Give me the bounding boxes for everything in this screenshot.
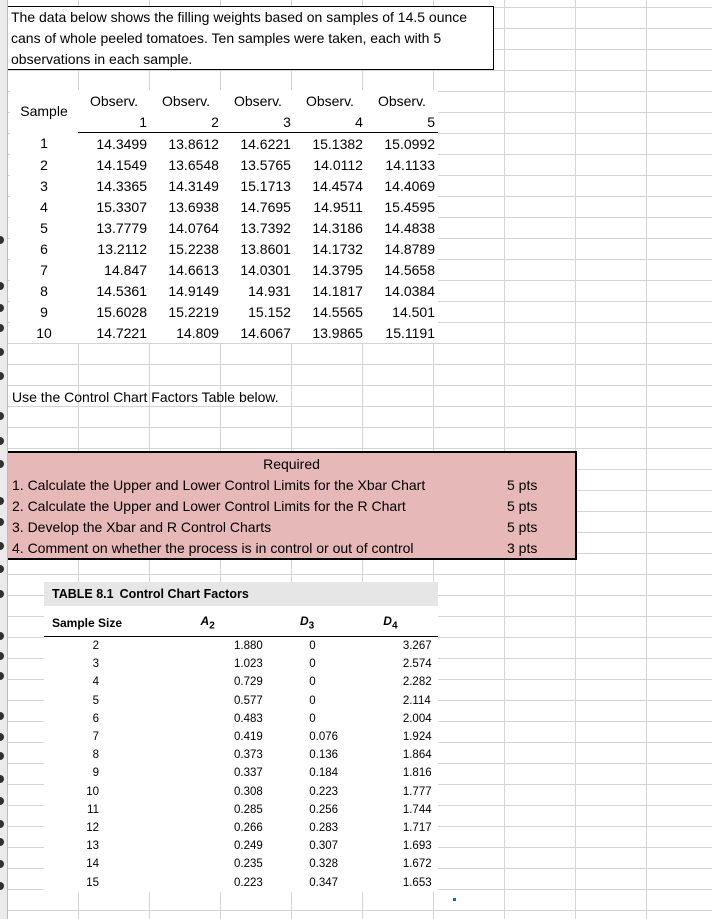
factors-caption [44,582,438,606]
required-box[interactable] [8,451,577,560]
factors-cell: 0.076 [309,731,339,744]
observation-cell[interactable]: 14.0764 [168,219,219,236]
factors-cell: 2.282 [402,676,432,689]
factors-cell: 0.256 [309,803,339,816]
required-item-3: 3. Develop the Xbar and R Control Charts [12,519,272,535]
factors-cell: 0.184 [309,767,339,780]
factors-cell: 13 [86,840,99,853]
factors-cell: 0 [309,694,316,707]
selection-marker [453,898,456,901]
observation-cell[interactable]: 15.1382 [312,135,363,152]
factors-cell: 0.373 [234,749,263,762]
observation-cell[interactable]: 14.4838 [384,219,435,236]
factors-cell: 0.419 [234,731,263,744]
required-item-4: 4. Comment on whether the process is in control or out of control [12,540,414,556]
factors-cell: 1.693 [402,840,432,853]
obs-number-4[interactable]: 4 [294,111,366,133]
observation-cell[interactable]: 14.5361 [96,282,147,299]
obs-number-5[interactable]: 5 [366,111,438,133]
data-row[interactable] [10,322,438,343]
required-title: Required [263,456,320,472]
factors-cell: 7 [92,731,99,744]
factors-cell: 1.672 [402,858,432,871]
observation-cell[interactable]: 14.501 [392,303,435,320]
required-pts-3: 5 pts [507,519,538,535]
observation-cell[interactable]: 14.3499 [96,135,147,152]
factors-cell: 1.717 [402,821,432,834]
factors-cell: 0.283 [309,821,339,834]
observation-cell[interactable]: 13.7392 [240,219,291,236]
factors-cell: 0 [309,658,316,671]
observation-cell[interactable]: 14.6221 [240,135,291,152]
observation-cell[interactable]: 15.2219 [168,303,219,320]
factors-cell: 1.777 [402,785,432,798]
required-item-2: 2. Calculate the Upper and Lower Control Limits for the R Chart [12,498,406,514]
factors-cell: 0.223 [309,785,339,798]
observation-cell[interactable]: 13.5765 [240,156,291,173]
observation-cell[interactable]: 14.1549 [96,156,147,173]
observation-cell[interactable]: 14.6613 [168,261,219,278]
required-pts-2: 5 pts [507,498,538,514]
observation-cell[interactable]: 14.7221 [96,324,147,341]
required-pts-1: 5 pts [507,477,538,493]
factors-caption-title: Control Chart Factors [119,587,249,601]
factors-cell: 0.729 [234,676,263,689]
factors-cell: 0.266 [234,821,263,834]
intro-line-2: cans of whole peeled tomatoes. Ten samples were taken, each with 5 [11,30,442,46]
factors-row [44,655,438,673]
sample-data-table[interactable] [10,90,438,343]
factors-cell: 1.924 [402,731,432,744]
factors-cell: 0.337 [234,767,263,780]
factors-row [44,764,438,782]
observation-cell[interactable]: 13.7779 [96,219,147,236]
sample-number-cell[interactable]: 7 [40,261,48,278]
observation-cell[interactable]: 14.4069 [384,177,435,194]
factors-header-a2: $A_2$ [144,610,271,637]
factors-row [44,673,438,691]
factors-cell: 1.816 [402,767,432,780]
factors-cell: 3 [92,658,99,671]
observation-cell[interactable]: 14.5658 [384,261,435,278]
factors-cell: 1.653 [402,876,432,889]
sample-number-cell[interactable]: 2 [40,156,48,173]
observation-cell[interactable]: 14.1732 [312,240,363,257]
factors-cell: 0.577 [234,694,263,707]
data-row[interactable] [10,154,438,175]
factors-cell: 2.114 [402,694,431,707]
observation-cell[interactable]: 14.809 [176,324,219,341]
factors-row [44,637,438,656]
observation-cell[interactable]: 14.8789 [384,240,435,257]
required-item-1: 1. Calculate the Upper and Lower Control Limits for the Xbar Chart [12,477,426,493]
factors-cell: 0.347 [309,876,339,889]
factors-caption-label: TABLE 8.1 [52,587,114,601]
factors-cell: 1.744 [402,803,432,816]
factors-row [44,710,438,728]
observation-cell[interactable]: 14.3186 [312,219,363,236]
sample-number-cell[interactable]: 10 [36,324,52,341]
factors-cell: 0.307 [309,840,339,853]
observation-cell[interactable]: 14.0301 [240,261,291,278]
obs-header-4[interactable]: Observ. [305,92,354,109]
observation-cell[interactable]: 15.2238 [168,240,219,257]
factors-cell: 10 [86,785,99,798]
sample-number-cell[interactable]: 3 [40,177,48,194]
factors-row [44,746,438,764]
observation-cell[interactable]: 14.0112 [313,156,363,173]
factors-cell: 0.308 [234,785,263,798]
observation-cell[interactable]: 13.9865 [312,324,363,341]
factors-cell: 0.136 [309,749,339,762]
sample-number-cell[interactable]: 8 [40,282,48,299]
data-row[interactable] [10,217,438,238]
obs-number-1[interactable]: 1 [78,111,150,133]
observation-cell[interactable]: 14.5565 [312,303,363,320]
factors-row [44,692,438,710]
sample-header[interactable]: Sample [20,103,68,120]
observation-cell[interactable]: 13.2112 [97,240,147,257]
observation-cell[interactable]: 14.1133 [385,156,435,173]
factors-cell: 0 [309,712,316,725]
factors-row [44,819,438,837]
observation-cell[interactable]: 15.1713 [240,177,291,194]
obs-header-1[interactable]: Observ. [90,92,138,109]
sample-number-cell[interactable]: 1 [40,135,48,152]
factors-row [44,837,438,855]
sample-number-cell[interactable]: 9 [40,303,48,320]
factors-cell: 11 [87,803,99,816]
factors-table [44,610,438,892]
factors-cell: 6 [92,712,99,725]
factors-cell: 5 [92,694,99,707]
observation-cell[interactable]: 14.3795 [312,261,363,278]
observation-cell[interactable]: 14.847 [104,261,147,278]
observation-cell[interactable]: 15.1191 [385,324,435,341]
factors-cell: 0 [309,640,316,653]
observation-cell[interactable]: 15.4595 [384,198,435,215]
factors-cell: 0.285 [234,803,263,816]
observation-cell[interactable]: 13.8612 [168,135,219,152]
data-row[interactable] [10,175,438,196]
factors-cell: 2.574 [402,658,432,671]
factors-header-d3: $D_3$ [271,610,343,637]
control-chart-factors-image[interactable] [44,582,438,892]
factors-row [44,783,438,801]
observation-cell[interactable]: 14.3149 [168,177,219,194]
instruction-text[interactable]: Use the Control Chart Factors Table below. [12,389,279,405]
row-header-strip[interactable] [0,0,8,919]
obs-number-2[interactable]: 2 [150,111,222,133]
observation-cell[interactable]: 13.6938 [168,198,219,215]
observation-cell[interactable]: 14.931 [248,282,291,299]
factors-cell: 0.223 [234,876,263,889]
factors-row [44,728,438,746]
data-row[interactable] [10,301,438,322]
factors-cell: 15 [86,876,99,889]
factors-cell: 14 [86,858,99,871]
observation-cell[interactable]: 14.9511 [313,198,363,215]
observation-cell[interactable]: 15.152 [248,303,291,320]
data-row[interactable] [10,238,438,259]
factors-cell: 2.004 [402,712,432,725]
observation-cell[interactable]: 14.6067 [240,324,291,341]
intro-line-1: The data below shows the filling weights based on samples of 14.5 ounce [11,9,468,25]
required-pts-4: 3 pts [507,540,538,556]
observation-cell[interactable]: 14.3365 [96,177,147,194]
observation-cell[interactable]: 14.1817 [312,282,363,299]
obs-header-2[interactable]: Observ. [161,92,210,109]
factors-cell: 8 [92,749,99,762]
observation-cell[interactable]: 14.7695 [240,198,291,215]
obs-header-3[interactable]: Observ. [233,92,282,109]
sample-number-cell[interactable]: 4 [40,198,48,215]
data-row[interactable] [10,133,438,155]
observation-cell[interactable]: 15.6028 [96,303,147,320]
factors-cell: 9 [92,767,99,780]
factors-header-sample-size: Sample Size [44,610,144,637]
observation-cell[interactable]: 14.4574 [312,177,363,194]
factors-cell: 12 [86,821,99,834]
observation-cell[interactable]: 15.0992 [384,135,435,152]
factors-cell: 4 [92,676,99,689]
data-row[interactable] [10,196,438,217]
observation-cell[interactable]: 14.0384 [384,282,435,299]
factors-cell: 1.880 [234,640,263,653]
observation-cell[interactable]: 15.3307 [96,198,147,215]
factors-row [44,801,438,819]
factors-cell: 1.023 [234,658,263,671]
observation-cell[interactable]: 13.6548 [168,156,219,173]
factors-cell: 0.249 [234,840,263,853]
factors-cell: 0.328 [309,858,339,871]
sample-number-cell[interactable]: 5 [40,219,48,236]
data-row[interactable] [10,280,438,301]
sample-number-cell[interactable]: 6 [40,240,48,257]
observation-cell[interactable]: 14.9149 [168,282,219,299]
data-row[interactable] [10,259,438,280]
factors-cell: 0 [309,676,316,689]
factors-cell: 0.483 [234,712,263,725]
obs-header-5[interactable]: Observ. [377,92,426,109]
factors-cell: 2 [92,640,99,653]
factors-cell: 0.235 [234,858,263,871]
factors-cell: 3.267 [402,640,432,653]
intro-line-3: observations in each sample. [11,51,193,67]
obs-number-3[interactable]: 3 [222,111,294,133]
intro-text-box[interactable] [8,6,494,70]
observation-cell[interactable]: 13.8601 [240,240,291,257]
factors-header-d4: $D_4$ [343,610,438,637]
factors-cell: 1.864 [402,749,432,762]
factors-row [44,873,438,891]
factors-row [44,855,438,873]
